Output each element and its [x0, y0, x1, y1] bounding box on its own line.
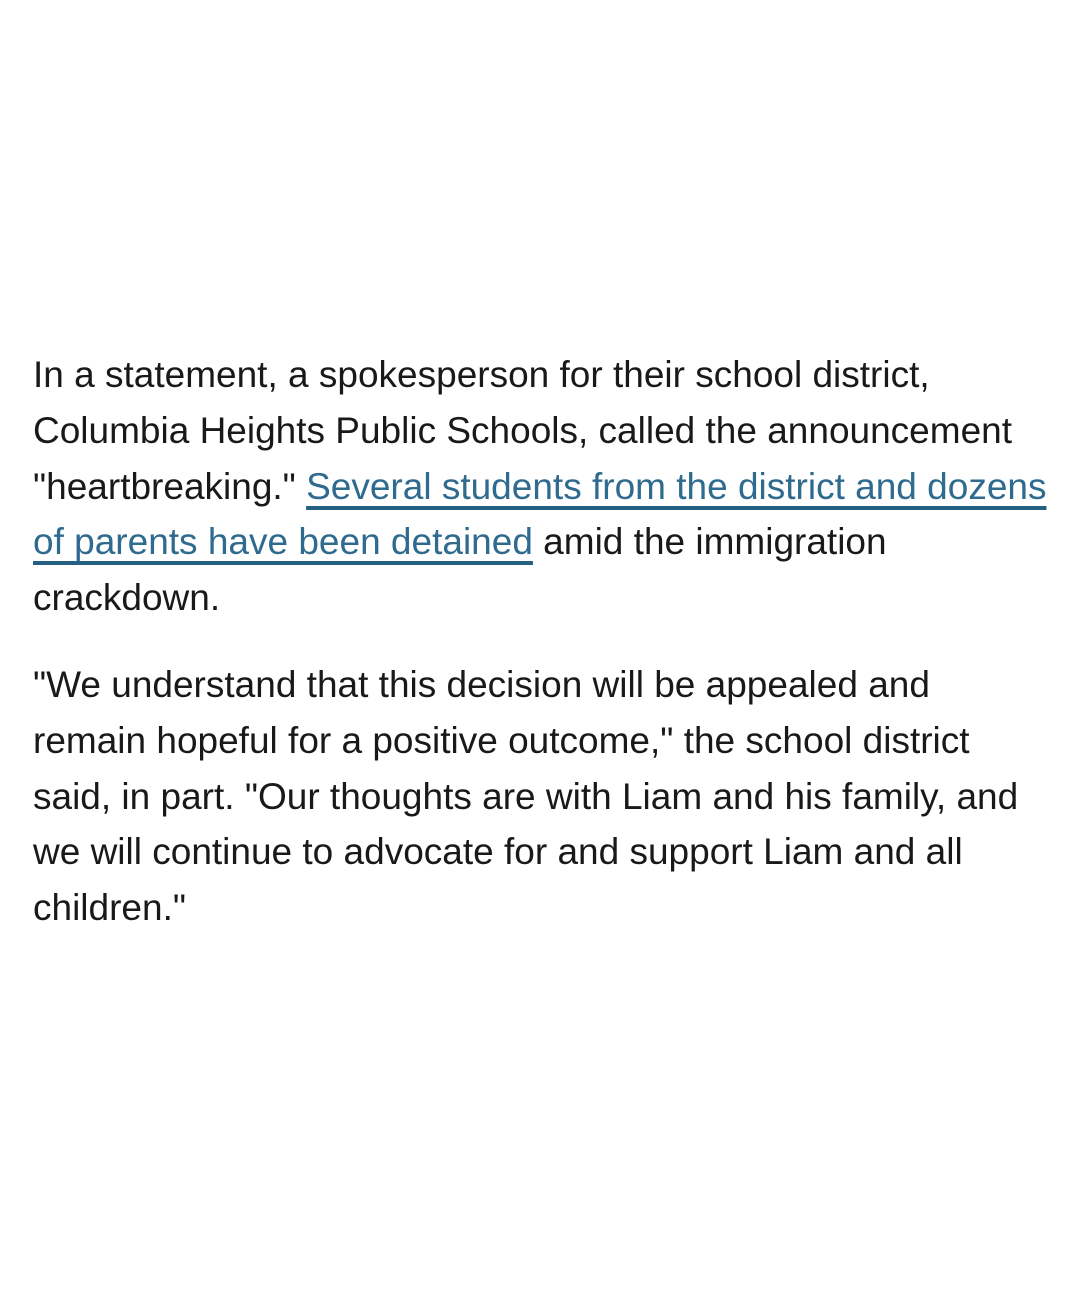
paragraph-text: In a statement, a spokesperson for their school district, Columbia Heights Public Schools, called the announcement "heartbreaking."	[33, 354, 1013, 507]
detained-students-link[interactable]: Several students from the district and dozens of parents have been detained	[33, 465, 1047, 563]
paragraph-text: "We understand that this decision will be appealed and remain hopeful for a positive outcome," the school district said, in part. "Our thoughts are with Liam and his family, and we will continue to advocate for and support Liam and all children."	[33, 663, 1019, 929]
paragraph-statement	[33, 347, 1050, 626]
paragraph-text: amid the immigration crackdown.	[33, 521, 887, 619]
paragraph-district-quote	[33, 657, 1050, 936]
